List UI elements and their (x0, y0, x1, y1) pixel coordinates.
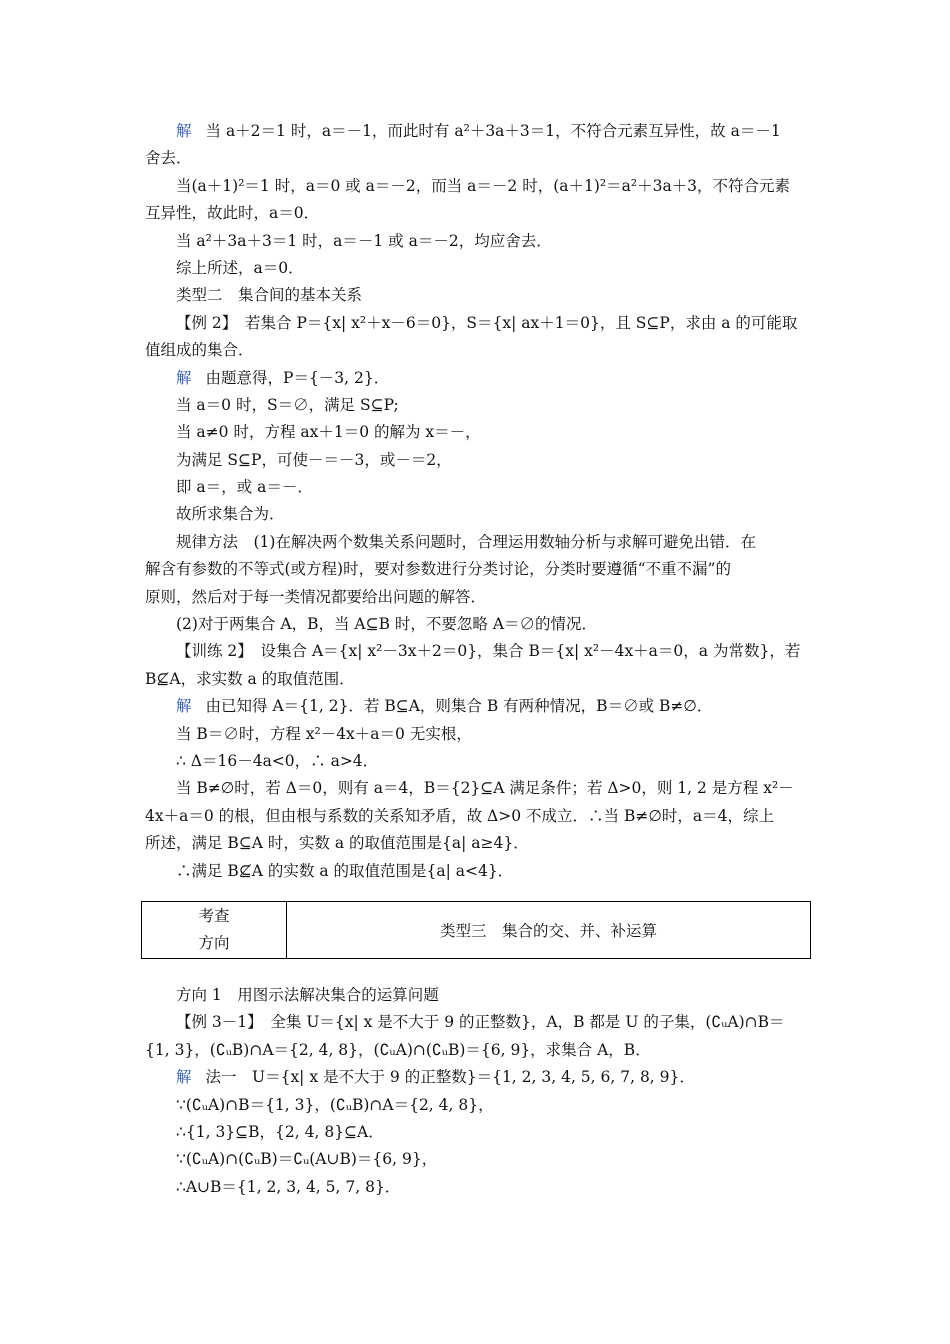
training2-solution-line7: ∴满足 B⊈A 的实数 a 的取值范围是{a| a<4}． (176, 861, 514, 880)
method-line3: 原则，然后对于每一类情况都要给出问题的解答． (145, 587, 487, 606)
training2-line2: B⊈A，求实数 a 的取值范围． (145, 669, 355, 688)
method-line2: 解含有参数的不等式(或方程)时，要对参数进行分类讨论，分类时要遵循“不重不漏”的 (145, 560, 731, 579)
direction1-heading: 方向 1 用图示法解决集合的运算问题 (176, 986, 439, 1004)
solution-label: 解 (176, 122, 192, 140)
direction1-section (145, 982, 813, 1201)
solution-label: 解 (176, 697, 192, 716)
example2-line1: 【例 2】 若集合 P＝{x| x²＋x－6＝0}，S＝{x| ax＋1＝0}，且 S⊆P，求由 a 的可能取 (176, 313, 798, 332)
training2-solution-line5: 4x＋a＝0 的根，但由根与系数的关系知矛盾，故 Δ>0 不成立．∴当 B≠∅时，a＝4，综上 (145, 806, 774, 825)
example2-solution-line6: 故所求集合为． (176, 505, 285, 524)
solution-label: 解 (176, 368, 192, 387)
solution1-line4: 互异性，故此时，a＝0． (145, 204, 320, 223)
example31-solution-line5: ∴A∪B＝{1, 2, 3, 4, 5, 7, 8}． (176, 1177, 401, 1196)
direction-table (141, 901, 811, 959)
example31-solution-line2: ∵(∁ᵤA)∩B＝{1, 3}，(∁ᵤB)∩A＝{2, 4, 8}， (176, 1095, 494, 1114)
solution1-line1: 解 当 a＋2＝1 时，a＝－1，而此时有 a²＋3a＋3＝1，不符合元素互异性，故 a＝－1 (176, 122, 781, 140)
example31-line1: 【例 3－1】 全集 U＝{x| x 是不大于 9 的正整数}，A，B 都是 U 的子集，(∁ᵤA)∩B＝ (176, 1013, 785, 1032)
method-line4: (2)对于两集合 A，B，当 A⊆B 时，不要忽略 A＝∅的情况． (176, 615, 598, 634)
example2-line2: 值组成的集合． (145, 341, 254, 360)
training2-solution-line4: 当 B≠∅时，若 Δ＝0，则有 a＝4，B＝{2}⊆A 满足条件；若 Δ>0，则 1, 2 是方程 x²－ (176, 779, 794, 798)
example2-solution-line1: 解 由题意得，P＝{－3, 2}． (176, 368, 390, 387)
example2-solution-line4: 为满足 S⊆P，可使－＝－3，或－＝2， (176, 450, 452, 469)
solution-label: 解 (176, 1068, 192, 1087)
direction-table-title: 类型三 集合的交、并、补运算 (287, 902, 811, 959)
training2-line1: 【训练 2】 设集合 A＝{x| x²－3x＋2＝0}，集合 B＝{x| x²－4x＋a＝0，a 为常数}，若 (176, 642, 801, 661)
solution1-line2: 舍去． (145, 149, 192, 168)
solution1-line5: 当 a²＋3a＋3＝1 时，a＝－1 或 a＝－2，均应舍去． (176, 231, 552, 250)
example2-solution-line2: 当 a＝0 时，S＝∅，满足 S⊆P; (176, 395, 399, 414)
training2-solution-line3: ∴ Δ＝16－4a<0，∴ a>4． (176, 751, 379, 770)
example31-line2: {1, 3}，(∁ᵤB)∩A＝{2, 4, 8}，(∁ᵤA)∩(∁ᵤB)＝{6, 9}，求集合 A，B． (145, 1040, 651, 1059)
example31-solution-line1: 解 法一 U＝{x| x 是不大于 9 的正整数}＝{1, 2, 3, 4, 5, 6, 7, 8, 9}． (176, 1068, 695, 1087)
example31-solution-line4: ∵(∁ᵤA)∩(∁ᵤB)＝∁ᵤ(A∪B)＝{6, 9}， (176, 1150, 438, 1169)
training2-solution-line2: 当 B＝∅时，方程 x²－4x＋a＝0 无实根， (176, 724, 472, 743)
direction-table-label: 考查 方向 (142, 902, 287, 959)
training2-solution-line1: 解 由已知得 A＝{1, 2}．若 B⊆A，则集合 B 有两种情况，B＝∅或 B≠∅． (176, 697, 713, 716)
type2-heading: 类型二 集合间的基本关系 (176, 286, 363, 305)
training2-solution-line6: 所述，满足 B⊆A 时，实数 a 的取值范围是{a| a≥4}． (145, 834, 529, 853)
solution1-line6: 综上所述，a＝0． (176, 258, 304, 277)
method-line1: 规律方法 (1)在解决两个数集关系问题时，合理运用数轴分析与求解可避免出错．在 (176, 532, 756, 551)
example31-solution-line3: ∴{1, 3}⊆B，{2, 4, 8}⊆A． (176, 1122, 384, 1141)
example2-solution-line3: 当 a≠0 时，方程 ax＋1＝0 的解为 x＝－， (176, 423, 481, 442)
example2-solution-line5: 即 a＝，或 a＝－． (176, 478, 313, 497)
solution1-line3: 当(a＋1)²＝1 时，a＝0 或 a＝－2，而当 a＝－2 时，(a＋1)²＝a²＋3a＋3，不符合元素 (176, 176, 791, 195)
page-body (145, 118, 813, 885)
